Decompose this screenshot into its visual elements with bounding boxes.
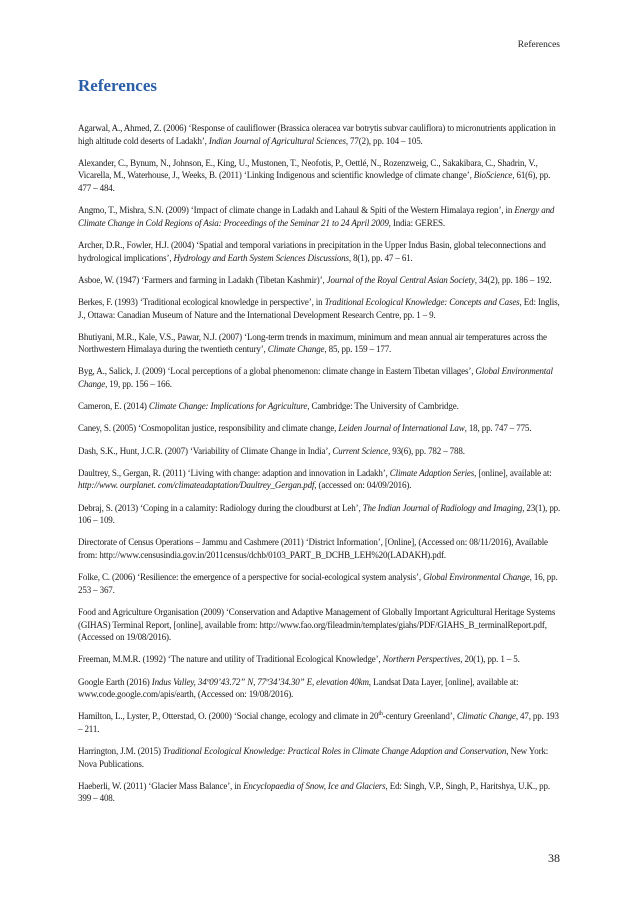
reference-entry: Food and Agriculture Organisation (2009) ‘Conservation and Adaptive Management of Globally Important Agricultural Heritage Systems (GIHAS) Terminal Report, [online], available from: http://www.fao.org/fileadmin/templates/giahs/PDF/GIAHS_B_terminalReport.pdf, (Accessed on 19/08/2016). xyxy=(78,606,556,643)
reference-entry: Alexander, C., Bynum, N., Johnson, E., King, U., Mustonen, T., Neofotis, P., Oettlé, N., Rozenzweig, C., Sakakibara, C., Shadrin, V., Vicarella, M., Waterhouse, J., Weeks, B. (2011) ‘Linking Indigenous and scientific knowledge of climate change’, BioScience, 61(6), pp. 477 – 484. xyxy=(78,157,551,193)
reference-list xyxy=(78,122,562,815)
reference-entry: Byg, A., Salick, J. (2009) ‘Local perceptions of a global phenomenon: climate change in Eastern Tibetan villages’, Global Environmental Change, 19, pp. 156 – 166. xyxy=(78,366,553,390)
reference-entry: Asboe, W. (1947) ‘Farmers and farming in Ladakh (Tibetan Kashmir)’, Journal of the Royal Central Asian Society, 34(2), pp. 186 – 192. xyxy=(78,274,552,285)
page-number: 38 xyxy=(548,851,560,865)
reference-entry: Berkes, F. (1993) ‘Traditional ecological knowledge in perspective’, in Traditional Ecological Knowledge: Concepts and Cases, Ed: Inglis, J., Ottawa: Canadian Museum of Nature and the International Development Research Centre, pp. 1 – 9. xyxy=(78,296,560,320)
reference-entry: Angmo, T., Mishra, S.N. (2009) ‘Impact of climate change in Ladakh and Lahaul & Spiti of the Western Himalaya region’, in Energy and Climate Change in Cold Regions of Asia: Proceedings of the Seminar 21 to 24 April 2009, India: GERES. xyxy=(78,205,555,228)
reference-entry: Freeman, M.M.R. (1992) ‘The nature and utility of Traditional Ecological Knowledge’, Northern Perspectives, 20(1), pp. 1 – 5. xyxy=(78,654,520,665)
reference-entry: Haeberli, W. (2011) ‘Glacier Mass Balance’, in Encyclopaedia of Snow, Ice and Glaciers, Ed: Singh, V.P., Singh, P., Haritshya, U.K., pp. 399 – 408. xyxy=(78,780,550,804)
reference-entry: Cameron, E. (2014) Climate Change: Implications for Agriculture, Cambridge: The University of Cambridge. xyxy=(78,401,459,412)
reference-entry: Debraj, S. (2013) ‘Coping in a calamity: Radiology during the cloudburst at Leh’, The Indian Journal of Radiology and Imaging, 23(1), pp. 106 – 109. xyxy=(78,502,561,526)
reference-entry: Directorate of Census Operations – Jammu and Cashmere (2011) ‘District Information’, [Online], (Accessed on: 08/11/2016), Available from: http://www.censusindia.gov.in/2011census/dchb/0103_PART_B_DCHB_LEH%20(LADAKH).pdf. xyxy=(78,537,548,560)
reference-entry: Caney, S. (2005) ‘Cosmopolitan justice, responsibility and climate change, Leiden Journal of International Law, 18, pp. 747 – 775. xyxy=(78,423,532,434)
reference-entry: Harrington, J.M. (2015) Traditional Ecological Knowledge: Practical Roles in Climate Change Adaption and Conservation, New York: Nova Publications. xyxy=(78,746,549,769)
reference-entry: Archer, D.R., Fowler, H.J. (2004) ‘Spatial and temporal variations in precipitation in the Upper Indus Basin, global teleconnections and hydrological implications’, Hydrology and Earth System Sciences Discussions, 8(1), pp. 47 – 61. xyxy=(78,239,546,263)
running-header: References xyxy=(517,40,560,50)
reference-entry: Daultrey, S., Gergan, R. (2011) ‘Living with change: adaption and innovation in Ladakh’, Climate Adaption Series, [online], available at: http://www. ourplanet. com/climateadaptation/Daultrey_Gergan.pdf, (accessed on: 04/09/2016). xyxy=(78,467,552,491)
reference-entry: Hamilton, L., Lyster, P., Otterstad, O. (2000) ‘Social change, ecology and climate in 20th-century Greenland’, Climatic Change, 47, pp. 193 – 211. xyxy=(78,711,559,734)
reference-entry: Bhutiyani, M.R., Kale, V.S., Pawar, N.J. (2007) ‘Long-term trends in maximum, minimum and mean annual air temperatures across the Northwestern Himalaya during the twentieth century’, Climate Change, 85, pp. 159 – 177. xyxy=(78,331,547,355)
reference-entry: Google Earth (2016) Indus Valley, 34º09’43.72” N, 77º34’34.30” E, elevation 40km, Landsat Data Layer, [online], available at: www.code.google.com/apis/earth, (Accessed on: 19/08/2016). xyxy=(78,676,519,700)
page-title: References xyxy=(78,76,157,95)
reference-entry: Agarwal, A., Ahmed, Z. (2006) ‘Response of cauliflower (Brassica oleracea var botrytis subvar cauliflora) to micronutrients application in high altitude cold deserts of Ladakh’, Indian Journal of Agricultural Sciences, 77(2), pp. 104 – 105. xyxy=(78,123,556,146)
reference-entry: Dash, S.K., Hunt, J.C.R. (2007) ‘Variability of Climate Change in India’, Current Science, 93(6), pp. 782 – 788. xyxy=(78,445,465,456)
reference-entry: Folke, C. (2006) ‘Resilience: the emergence of a perspective for social-ecological system analysis’, Global Environmental Change, 16, pp. 253 – 367. xyxy=(78,572,558,595)
